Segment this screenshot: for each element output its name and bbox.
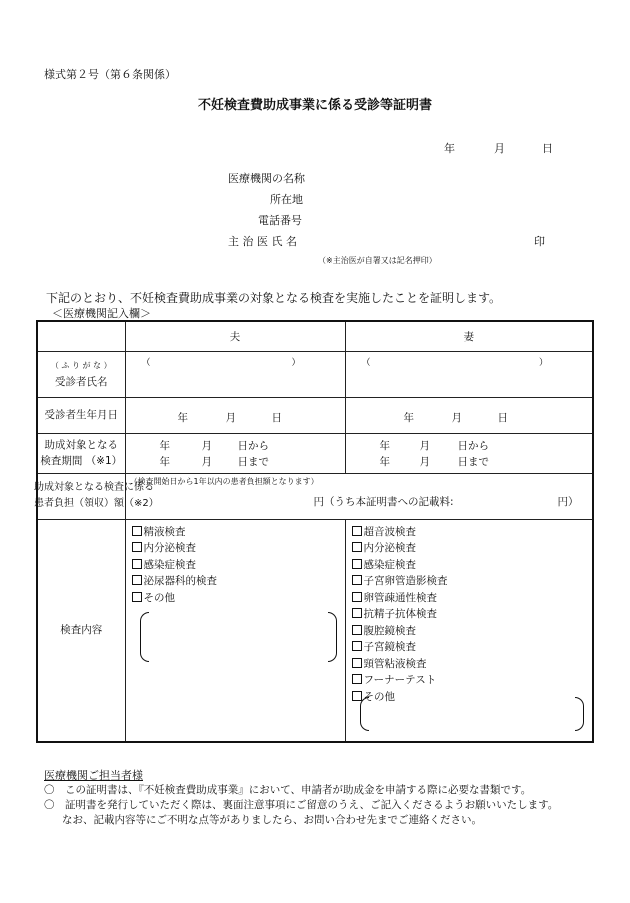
contact-title: 医療機関ご担当者様: [44, 769, 143, 782]
husband-exam-item[interactable]: [132, 524, 345, 541]
exam-item-label: 子宮卵管造影検査: [363, 575, 448, 587]
exam-item-label: 腹腔鏡検査: [363, 624, 416, 637]
checkbox[interactable]: [352, 542, 362, 552]
husband-period-to-day: 日まで: [237, 455, 269, 468]
exam-item-label: 超音波検査: [363, 525, 416, 538]
date-day-label: 日: [542, 142, 553, 155]
husband-period-to-month: 月: [201, 455, 212, 468]
checkbox[interactable]: [132, 559, 142, 569]
husband-furigana-open: （: [141, 357, 151, 368]
exam-period-row: [37, 433, 593, 473]
husband-exam-item[interactable]: [132, 557, 345, 574]
wife-exam-list: [346, 520, 593, 706]
husband-exam-period-field[interactable]: [125, 433, 345, 473]
checkbox[interactable]: [352, 608, 362, 618]
wife-birth-day: 日: [497, 411, 508, 424]
wife-header: 妻: [345, 321, 593, 351]
husband-other-bracket[interactable]: [126, 612, 345, 654]
exam-item-label: 精液検査: [143, 525, 186, 538]
footer-note-2: 〇 証明書を発行していただく際は、裏面注意事項にご留意のうえ、ご記入くださるようお願いいたします。: [44, 799, 559, 811]
wife-exam-item[interactable]: [352, 540, 593, 557]
burden-yen-close: 円）: [557, 495, 579, 508]
wife-period-from-month: 月: [419, 439, 430, 452]
exam-item-label: 泌尿器科的検査: [143, 575, 217, 587]
exam-item-label: 子宮鏡検査: [363, 641, 416, 653]
bracket-left: [140, 612, 149, 662]
wife-other-bracket[interactable]: [346, 697, 593, 731]
exam-content-label: 検査内容: [37, 519, 125, 742]
patient-burden-amount-field[interactable]: [125, 473, 593, 519]
header-blank-cell: [37, 321, 125, 351]
exam-period-label-cell: [37, 433, 125, 473]
birthdate-row: [37, 397, 593, 433]
form-number: 様式第２号（第６条関係）: [44, 68, 176, 81]
doctor-name-label: 主 治 医 氏 名: [228, 235, 297, 248]
wife-exam-item[interactable]: [352, 656, 593, 673]
wife-birthdate-field[interactable]: [345, 397, 593, 433]
exam-period-label-line2: 検査期間 （※1）: [40, 455, 123, 467]
husband-birthdate-field[interactable]: [125, 397, 345, 433]
husband-exam-cell: [125, 519, 345, 742]
date-year-label: 年: [444, 142, 455, 155]
checkbox[interactable]: [352, 658, 362, 668]
checkbox[interactable]: [352, 526, 362, 536]
institution-name-label: 医療機関の名称: [228, 172, 305, 185]
wife-period-from-day: 日から: [457, 439, 489, 452]
husband-header: 夫: [125, 321, 345, 351]
exam-item-label: フーナーテスト: [363, 674, 437, 686]
checkbox[interactable]: [352, 575, 362, 585]
husband-birth-month: 月: [225, 411, 236, 424]
patient-burden-label-line2: 患者負担（領収）額（※2）: [34, 498, 159, 509]
bracket-right: [575, 697, 584, 731]
certification-statement: 下記のとおり、不妊検査費助成事業の対象となる検査を実施したことを証明します。: [46, 291, 502, 305]
wife-furigana-close: ）: [538, 357, 548, 368]
exam-item-label: 感染症検査: [143, 558, 196, 571]
burden-note: （検査開始日から1年以内の患者負担額となります）: [129, 476, 319, 486]
checkbox[interactable]: [352, 641, 362, 651]
wife-period-from-year: 年: [379, 439, 390, 452]
husband-exam-item[interactable]: [132, 573, 345, 590]
exam-item-label: 頸管粘液検査: [363, 657, 427, 670]
wife-period-to-month: 月: [419, 455, 430, 468]
exam-item-label: 抗精子抗体検査: [363, 608, 437, 620]
exam-item-label: その他: [363, 690, 395, 703]
husband-exam-item[interactable]: [132, 540, 345, 557]
exam-item-label: 感染症検査: [363, 558, 416, 571]
bracket-right: [328, 612, 337, 662]
husband-birth-year: 年: [177, 411, 188, 424]
exam-item-label: 内分泌検査: [143, 542, 196, 554]
wife-period-to-day: 日まで: [457, 455, 489, 468]
patient-burden-label-cell: [34, 473, 159, 519]
wife-exam-item[interactable]: [352, 672, 593, 689]
exam-period-label-line1: 助成対象となる: [44, 439, 118, 451]
wife-exam-period-field[interactable]: [345, 433, 593, 473]
wife-exam-item[interactable]: [352, 606, 593, 623]
section-label: ＜医療機関記入欄＞: [52, 307, 151, 320]
wife-birth-month: 月: [451, 411, 462, 424]
wife-exam-item[interactable]: [352, 573, 593, 590]
certificate-table: [36, 320, 594, 743]
seal-mark: 印: [534, 235, 545, 248]
birthdate-label: 受診者生年月日: [37, 397, 125, 433]
checkbox[interactable]: [352, 559, 362, 569]
patient-name-label-cell: [37, 351, 125, 397]
patient-burden-row: [37, 473, 593, 519]
husband-period-from-day: 日から: [237, 439, 269, 452]
institution-phone-label: 電話番号: [258, 214, 302, 227]
husband-birth-day: 日: [271, 411, 282, 424]
husband-exam-list: [126, 520, 345, 607]
husband-furigana-close: ）: [291, 357, 301, 368]
wife-exam-cell: [345, 519, 593, 742]
checkbox[interactable]: [352, 625, 362, 635]
footer-note-3: なお、記載内容等にご不明な点等がありましたら、お問い合わせ先までご連絡ください。: [62, 814, 482, 826]
checkbox[interactable]: [132, 526, 142, 536]
institution-address-label: 所在地: [270, 193, 303, 206]
husband-name-field[interactable]: [125, 351, 345, 397]
page-title: 不妊検査費助成事業に係る受診等証明書: [197, 98, 432, 113]
husband-exam-item[interactable]: [132, 590, 345, 607]
checkbox[interactable]: [352, 674, 362, 684]
wife-name-field[interactable]: [345, 351, 593, 397]
wife-birth-year: 年: [403, 411, 414, 424]
husband-period-from-year: 年: [159, 439, 170, 452]
wife-period-to-year: 年: [379, 455, 390, 468]
bracket-left: [360, 697, 369, 731]
header-row: [37, 321, 593, 351]
date-month-label: 月: [494, 142, 505, 155]
exam-item-label: 内分泌検査: [363, 542, 416, 554]
exam-content-row: [37, 519, 593, 742]
wife-exam-item[interactable]: [352, 557, 593, 574]
footer-note-1: 〇 この証明書は、『不妊検査費助成事業』において、申請者が助成金を申請する際に必要な書類です。: [44, 784, 532, 796]
seal-note: （※主治医が自署又は記名押印）: [318, 256, 437, 265]
checkbox[interactable]: [132, 592, 142, 602]
husband-period-from-month: 月: [201, 439, 212, 452]
checkbox[interactable]: [132, 575, 142, 585]
wife-exam-item[interactable]: [352, 590, 593, 607]
exam-item-label: 卵管疎通性検査: [363, 591, 437, 604]
exam-item-label: その他: [143, 591, 175, 604]
furigana-label: （ ふ り が な ）: [50, 361, 112, 370]
wife-exam-item[interactable]: [352, 623, 593, 640]
wife-exam-item[interactable]: [352, 639, 593, 656]
checkbox[interactable]: [132, 542, 142, 552]
wife-exam-item[interactable]: [352, 524, 593, 541]
patient-name-label: 受診者氏名: [55, 376, 108, 388]
checkbox[interactable]: [352, 592, 362, 602]
patient-burden-label-line1: 助成対象となる検査に係る: [34, 482, 154, 493]
husband-period-to-year: 年: [159, 455, 170, 468]
wife-furigana-open: （: [361, 357, 371, 368]
patient-name-row: [37, 351, 593, 397]
burden-yen-label: 円（うち本証明書への記載料:: [313, 495, 454, 508]
